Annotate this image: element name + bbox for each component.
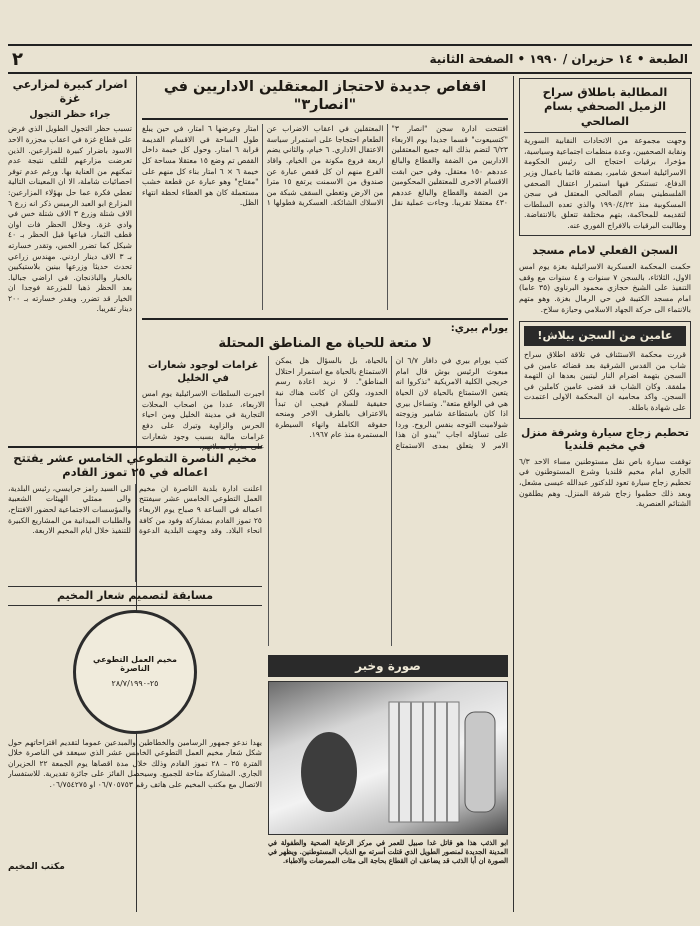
nasiriyya-body: اعلنت ادارة بلدية الناصرة ان مخيم العمل التطوعي الخامس عشر سيفتتح اعماله في الساعة ٩ صباح يوم الاربعاء ٢٥ تموز القادم بمشاركة وفود من كافة انحاء البلاد. وقد وجهت البلدية الدعوة الى السيد رامز جرايسي، رئيس البلدية، والى ممثلي الهيئات الشعبية والمؤسسات الاجتماعية لحضور الافتتاح، والطلبات الميدانية من المشاريع الكبيرة للتنفيذ خلال ايام المخيم الاربعة.	[8, 483, 262, 536]
nasiriyya-story	[8, 446, 262, 912]
contest-headline: مسابقة لتصميم شعار المخيم	[8, 586, 262, 606]
gaza-body: تسبب حظر التجول الطويل الذي فرض على قطاع غزة في اعقاب مجزرة الاحد الاسود باضرار كبيرة للمزارعين. الذين تعرضت مزارعهم للتلف نتيجة عدم تمكنهم من العناية بها. ورغم عدم توفر احصائيات شاملة، الا ان المعينات التالية تعطي فكرة عما حل بهؤلاء المزارعين: المزارع ابو العبد الرميس ذكر انه زرع ٦ الاف شتلة وزرع ٣ الاف شتلة خس في وادي غزة. وخلال الحظر فات اوان قطف الثمار، فباعها قبل الحظر بـ ٤٠ شيكل كما تضرر الخس، وتقدر خسارته بـ ٣ الاف دينار اردني. مهندس زراعي تحدث حديثا وزرعها بينين بلاستيكيين بالخيار والباذنجان. في اراضي جباليا. بعد الحظر ذهبا للمزرعة فوجدا ان الخيار قد تضرر. ويقدر خسارته بـ ٢٠٠ دينار تقريبا.	[8, 124, 132, 314]
stamp-date: ٢٥-٢٨/٧/١٩٩٠	[111, 679, 159, 688]
gaza-subhead: جراء حظر التجول	[29, 108, 111, 120]
nasiriyya-headline: مخيم الناصرة التطوعي الخامس عشر يفتتح اعماله في ٢٥ تموز القادم	[13, 451, 257, 480]
page-label: الصفحة الثانية	[429, 52, 514, 66]
hebron-body: اجبرت السلطات الاسرائيلية يوم امس الاربعاء، عددا من اصحاب المحلات التجارية في مدينة الخليل ومن احياء الحرس والزاوية وتيرك على دفع غرامات مالية بسبب وجود شعارات على جدران محلاتهم.	[142, 389, 265, 452]
column-rule	[513, 76, 514, 912]
photo-banner: صورة وخبر	[268, 655, 508, 677]
photo-caption: ابو الذئب هذا هو قاتل غدا صبيل للعمر في مركز الرعاية الصحية والطفولة في المدينة الجديدة لمنصور الطويل الذي قتلت أسرته مع الذباب المستوطنين. ويظهر في الصورة ان أبا الذئب قد يضاعف ان القطاع بحاجة الى مئات الممرضات والاطباء.	[268, 839, 508, 865]
glass-body: توقفت سيارة باص نقل مستوطنين مساء الاحد ٦/٣ الجاري امام مخيم قلنديا وشرع المستوطنون في تحطيم زجاج سيارة تعود للدكتور عبدالله عيسى مشعل، وبعد ذلك حطموا زجاج شرفة المنزل. وهم يطلقون الشتائم العنصرية.	[519, 456, 691, 509]
lead-headline: اقفاص جديدة لاحتجاز المعتقلين الاداريين في "انصار٣"	[142, 78, 508, 120]
lead-story	[142, 78, 508, 310]
page-number: ٢	[12, 48, 23, 70]
two-years-body: قررت محكمة الاستئناف في تلاقة اطلاق سراح شاب من القدس الشرقية بعد قضائه عامين في السجن بتهمة اضرام النار ليتبين بعدها ان التهمة ملفقة. وكان الشاب قد قضى عامين كاملين في السجن. واكد محاميه ان المحكمة الاولى اعتمدت على شهادة باطلة.	[524, 349, 686, 412]
appeal-headline: المطالبة باطلاق سراح الزميل الصحفي بسام الصالحي	[542, 85, 668, 128]
prison-headline: السجن الفعلي لامام مسجد	[532, 244, 678, 258]
appeal-body: وجهت مجموعة من الاتحادات النقابية السورية ونقابة الصحفيين، وعدة منظمات اجتماعية وسياسية، مؤخرا، برقيات احتجاج الى رئيس الحكومة الاسرائيلية اسحق شامير، بصفته قائما باعمال وزير الدفاع، تستنكر فيها استمرار اعتقال الصحفي الفلسطيني بسام الصالحي المعتقل في سجن المسكوبية منذ ١٩٩٠/٤/٢٢ والذي تعده السلطات لتقديمه للمحاكمة، بتهم مختلفة تتعلق بالانتفاضة. وطالبت البرقيات بالافراج الفوري عنه.	[524, 136, 686, 230]
left-column	[8, 78, 132, 438]
glass-headline: تحطيم زجاج سيارة وشرفة منزل في مخيم قلنديا	[521, 426, 689, 452]
contest-body: يهدا ندعو جمهور الرسامين والخطاطين والمبدعين عموما لتقديم اقتراحاتهم حول شكل شعار مخيم العمل التطوعي الخامس عشر الذي سيعقد في الناصرة خلال الفترة ٢٥ – ٢٨ تموز القادم وذلك خلال مدة اقصاها يوم الجمعة ٢٢ الحزيران الجاري. المشاركة متاحة للجميع. وسيحصل الفائز على جائزة تقديرية. للاستفسار الاتصال مع مكتب المخيم على هاتف رقم ٠٦/٧٠٥٧٥٣ او ٠٦/٧٥٤٢٧٥.	[8, 737, 262, 789]
right-column	[519, 78, 691, 912]
peri-headline: لا متعة للحياة مع المناطق المحتلة	[218, 336, 432, 351]
two-years-box	[519, 321, 691, 418]
appeal-box	[519, 78, 691, 236]
news-photo	[268, 681, 508, 835]
peri-body: كتب يورام بيري في دافار ٦/٧ ان مبعوث الرئيس بوش قال امام خريجي الكلية الامريكية "تذكروا انه يتعين الاستمتاع بالحياة لان الحياة هي في الواقع متعة". وتساءل بيري اذا كان باستطاعة شامير وزوجته شولاميت التوجه بنفس الروح. وردا على تساؤله اجاب "يبدو ان هذا الامر لا يتعلق بمدى الاستمتاع بالحياة، بل بالسؤال هل يمكن الاستمتاع بالحياة مع استمرار احتلال المناطق". لا نريد اعادة رسم الحدود، ولكن ان كانت هناك نية حقيقية للسلام فيجب ان تبدأ بالاعتراف بالطرف الاخر ومنحه حقوقه الكاملة وانهاء السيطرة المستمرة منذ عام ١٩٦٧.	[275, 356, 508, 450]
two-years-headline: عامين من السجن بيلاش!	[524, 326, 686, 346]
edition-info: الطبعة • ١٤ حزيران / ١٩٩٠ • الصفحة الثانية	[429, 52, 688, 66]
lead-body: افتتحت ادارة سجن "انصار ٣" "كتسيعوت" قسما جديدا يوم الاربعاء ٦/٢٣ لتضم بذلك اليه جميع المعتقلين الاداريين من الضفة والقطاع والبالغ عددهم ١٥٠ معتقل. وفي حين ابقت الاقسام الاخرى للمعتقلين المحكومين من الضفة والقطاع والبالغ عددهم ٤٣٠ معتقلا تقريبا. وجاءت عملية نقل المعتقلين في اعقاب الاضراب عن الطعام احتجاجا على استمرار سياسة الاعتقال الاداري. ٦ خيام، والثاني يضم اربعة فروع مكونة من الخيام. واقاد الفرع منهم ان كل قفص عبارة عن صندوق من الاسمنت يرتفع ١٥ مترا من الارض وتغطي السقف شبكة من الاسلاك الشائكة. العسكرية فطولها ١ امتار وعرضها ٦ امتار، في حين يبلغ طول الساحة في الاقسام القديمة قرابة ٦ امتار. وحول كل خيمة داخل القفص تم وضع ١٥ معتقلا مساحة كل خيمة ٦ × ٦ امتار بناء كل منهم على "مفتاح" وهو عبارة عن قطعة خشب مستعملة كان هو الغطاء لحظة انتهاء الظل.	[142, 124, 508, 208]
camp-stamp	[73, 610, 197, 734]
gaza-headline: اضرار كبيرة لمزارعي غزة	[12, 78, 128, 105]
issue-date: ١٤ حزيران / ١٩٩٠	[529, 52, 633, 66]
edition-label: الطبعة	[648, 52, 688, 66]
stamp-text: مخيم العمل التطوعي الناصرة	[93, 655, 177, 673]
prison-body: حكمت المحكمة العسكرية الاسرائيلية بغزة يوم امس الاول، الثلاثاء، بالسجن ٧ سنوات و ٤ سنوات مع وقف التنفيذ على الشيخ حجازي محمود البرناوي (٣٥ عاما) امام مسجد الكتيبة في حي الرمال بغزة. وهو متهم بالانتماء الى حركة الجهاد الاسلامي وحيازة سلاح.	[519, 262, 691, 314]
peri-label: يورام بيري:	[450, 323, 508, 334]
photo-illustration	[269, 682, 507, 834]
hebron-headline: غرامات لوجود شعارات في الخليل	[147, 360, 259, 384]
camp-signature: مكتب المخيم	[8, 861, 65, 872]
photo-story	[268, 655, 508, 912]
page-header	[8, 44, 692, 74]
